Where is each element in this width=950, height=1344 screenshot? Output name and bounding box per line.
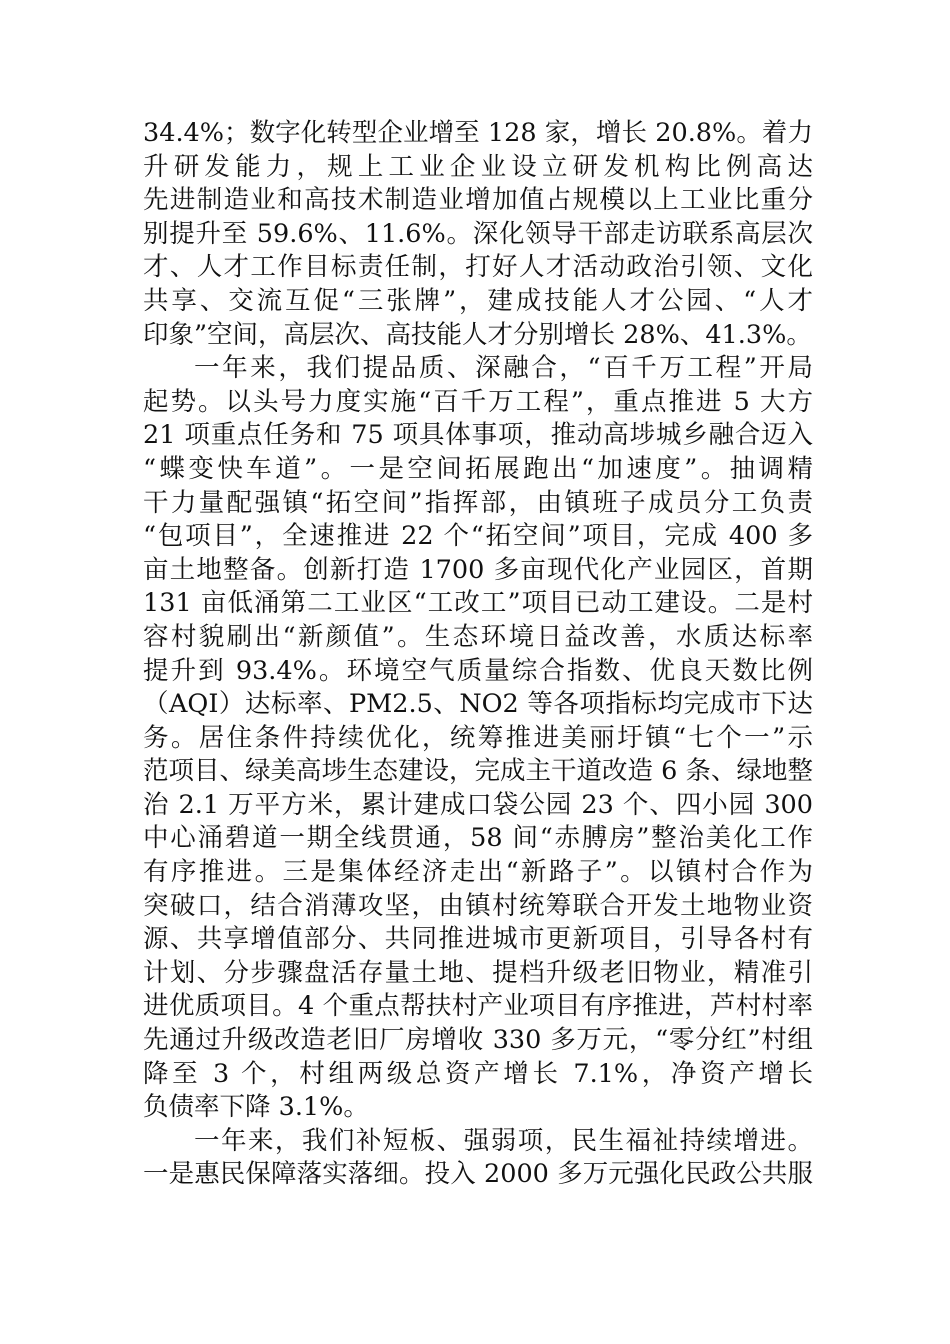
text-line: 印象”空间，高层次、高技能人才分别增长 28%、41.3%。: [143, 319, 812, 350]
text-line: 范项目、绿美高埗生态建设，完成主干道改造 6 条、绿地整: [143, 756, 813, 787]
text-line: 计划、分步骤盘活存量土地、提档升级老旧物业，精准引: [143, 957, 813, 988]
text-line: 提升到 93.4%。环境空气质量综合指数、优良天数比例: [143, 655, 813, 686]
text-line: 21 项重点任务和 75 项具体事项，推动高埗城乡融合迈入: [143, 420, 813, 451]
text-line: 先进制造业和高技术制造业增加值占规模以上工业比重分: [143, 185, 813, 216]
text-line: 131 亩低涌第二工业区“工改工”项目已动工建设。二是村: [143, 588, 813, 619]
text-line: 先通过升级改造老旧厂房增收 330 多万元，“零分红”村组: [143, 1025, 813, 1056]
text-line: 一是惠民保障落实落细。投入 2000 多万元强化民政公共服: [143, 1159, 813, 1190]
body-text: [143, 117, 813, 1192]
text-line: 共享、交流互促“三张牌”，建成技能人才公园、“人才: [143, 285, 813, 316]
text-line: 一年来，我们提品质、深融合，“百千万工程”开局: [194, 353, 813, 384]
text-line: 治 2.1 万平方米，累计建成口袋公园 23 个、四小园 300: [143, 789, 813, 820]
text-line: 进优质项目。4 个重点帮扶村产业项目有序推进，芦村村率: [143, 991, 813, 1022]
text-line: 源、共享增值部分、共同推进城市更新项目，引导各村有: [143, 924, 813, 955]
text-line: 才、人才工作目标责任制，打好人才活动政治引领、文化: [143, 252, 813, 283]
text-line: 容村貌刷出“新颜值”。生态环境日益改善，水质达标率: [143, 621, 813, 652]
text-line: 别提升至 59.6%、11.6%。深化领导干部走访联系高层次: [143, 218, 813, 249]
text-line: 34.4%；数字化转型企业增至 128 家，增长 20.8%。着力: [143, 118, 813, 148]
text-line: 一年来，我们补短板、强弱项，民生福祉持续增进。: [194, 1125, 813, 1156]
text-line: 起势。以头号力度实施“百千万工程”，重点推进 5 大方: [143, 386, 813, 417]
text-line: 有序推进。三是集体经济走出“新路子”。以镇村合作为: [143, 857, 813, 888]
text-line: 中心涌碧道一期全线贯通，58 间“赤膊房”整治美化工作: [143, 823, 813, 854]
text-line: 突破口，结合消薄攻坚，由镇村统筹联合开发土地物业资: [143, 890, 813, 921]
text-line: “包项目”，全速推进 22 个“拓空间”项目，完成 400 多: [143, 521, 813, 552]
text-line: （AQI）达标率、PM2.5、NO2 等各项指标均完成市下达: [143, 689, 813, 720]
text-line: 负债率下降 3.1%。: [143, 1092, 369, 1123]
text-line: 干力量配强镇“拓空间”指挥部，由镇班子成员分工负责: [143, 487, 813, 518]
text-line: 务。居住条件持续优化，统筹推进美丽圩镇“七个一”示: [143, 722, 813, 753]
text-line: 亩土地整备。创新打造 1700 多亩现代化产业园区，首期: [143, 554, 813, 585]
text-line: 降至 3 个，村组两级总资产增长 7.1%，净资产增长: [143, 1058, 813, 1089]
text-line: “蝶变快车道”。一是空间拓展跑出“加速度”。抽调精: [143, 453, 813, 484]
text-line: 升研发能力，规上工业企业设立研发机构比例高达: [143, 151, 813, 182]
